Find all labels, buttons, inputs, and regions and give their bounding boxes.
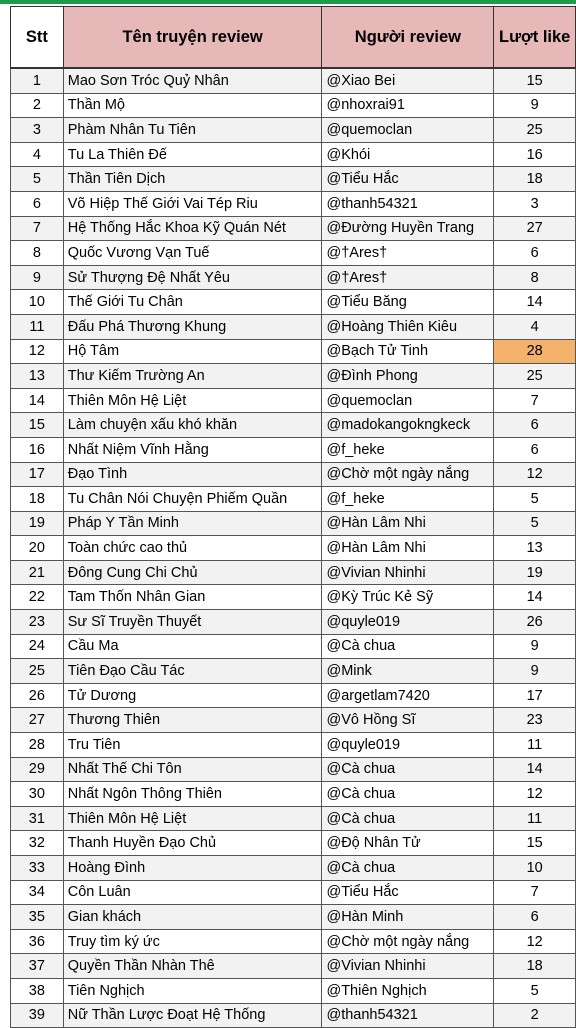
cell-likes: 10 — [494, 856, 576, 881]
cell-stt: 5 — [11, 167, 64, 192]
cell-likes: 5 — [494, 511, 576, 536]
cell-title: Phàm Nhân Tu Tiên — [63, 118, 322, 143]
table-row — [11, 536, 576, 561]
cell-stt: 24 — [11, 634, 64, 659]
cell-title: Quốc Vương Vạn Tuế — [63, 241, 322, 266]
cell-reviewer: @Tiểu Băng — [322, 290, 494, 315]
cell-title: Gian khách — [63, 905, 322, 930]
cell-likes: 6 — [494, 241, 576, 266]
table-row — [11, 487, 576, 512]
cell-stt: 36 — [11, 929, 64, 954]
table-row — [11, 339, 576, 364]
cell-likes: 6 — [494, 413, 576, 438]
cell-title: Tiên Đạo Cầu Tác — [63, 659, 322, 684]
cell-title: Tử Dương — [63, 683, 322, 708]
cell-stt: 12 — [11, 339, 64, 364]
cell-title: Nhất Niệm Vĩnh Hằng — [63, 437, 322, 462]
cell-reviewer: @Kỳ Trúc Kẻ Sỹ — [322, 585, 494, 610]
cell-title: Quyền Thần Nhàn Thê — [63, 954, 322, 979]
cell-title: Tam Thốn Nhân Gian — [63, 585, 322, 610]
cell-title: Côn Luân — [63, 880, 322, 905]
cell-title: Tu Chân Nói Chuyện Phiếm Quần — [63, 487, 322, 512]
table-row — [11, 142, 576, 167]
cell-reviewer: @Mink — [322, 659, 494, 684]
cell-stt: 33 — [11, 856, 64, 881]
cell-likes: 15 — [494, 831, 576, 856]
table-row — [11, 733, 576, 758]
cell-likes: 14 — [494, 290, 576, 315]
cell-likes: 2 — [494, 1003, 576, 1028]
cell-stt: 19 — [11, 511, 64, 536]
cell-reviewer: @quemoclan — [322, 118, 494, 143]
cell-likes: 3 — [494, 191, 576, 216]
cell-stt: 11 — [11, 314, 64, 339]
cell-stt: 26 — [11, 683, 64, 708]
cell-stt: 14 — [11, 388, 64, 413]
cell-likes: 9 — [494, 93, 576, 118]
cell-likes: 18 — [494, 167, 576, 192]
cell-stt: 38 — [11, 978, 64, 1003]
cell-reviewer: @Tiểu Hắc — [322, 167, 494, 192]
cell-likes: 16 — [494, 142, 576, 167]
cell-stt: 1 — [11, 68, 64, 93]
cell-reviewer: @madokangokngkeck — [322, 413, 494, 438]
cell-reviewer: @quemoclan — [322, 388, 494, 413]
table-row — [11, 68, 576, 93]
table-row — [11, 560, 576, 585]
cell-stt: 35 — [11, 905, 64, 930]
cell-reviewer: @Bạch Tử Tinh — [322, 339, 494, 364]
header-reviewer: Người review — [322, 7, 494, 69]
cell-reviewer: @argetlam7420 — [322, 683, 494, 708]
cell-title: Thiên Môn Hệ Liệt — [63, 806, 322, 831]
table-row — [11, 364, 576, 389]
cell-stt: 8 — [11, 241, 64, 266]
cell-likes: 9 — [494, 634, 576, 659]
cell-likes: 18 — [494, 954, 576, 979]
cell-reviewer: @thanh54321 — [322, 1003, 494, 1028]
cell-title: Sư Sĩ Truyền Thuyết — [63, 610, 322, 635]
cell-stt: 23 — [11, 610, 64, 635]
cell-stt: 3 — [11, 118, 64, 143]
cell-likes: 6 — [494, 905, 576, 930]
cell-reviewer: @Cà chua — [322, 757, 494, 782]
cell-title: Thư Kiếm Trường An — [63, 364, 322, 389]
cell-likes: 5 — [494, 487, 576, 512]
cell-stt: 25 — [11, 659, 64, 684]
header-row — [11, 7, 576, 69]
cell-title: Hệ Thống Hắc Khoa Kỹ Quán Nét — [63, 216, 322, 241]
table-row — [11, 856, 576, 881]
table-row — [11, 880, 576, 905]
cell-reviewer: @Vivian Nhinhi — [322, 954, 494, 979]
cell-stt: 32 — [11, 831, 64, 856]
cell-reviewer: @Hàn Minh — [322, 905, 494, 930]
cell-title: Nhất Thế Chi Tôn — [63, 757, 322, 782]
cell-stt: 13 — [11, 364, 64, 389]
cell-likes: 9 — [494, 659, 576, 684]
cell-reviewer: @Đình Phong — [322, 364, 494, 389]
cell-likes: 5 — [494, 978, 576, 1003]
cell-stt: 9 — [11, 265, 64, 290]
cell-title: Nữ Thần Lược Đoạt Hệ Thống — [63, 1003, 322, 1028]
table-row — [11, 757, 576, 782]
cell-reviewer: @Đường Huyền Trang — [322, 216, 494, 241]
cell-likes: 12 — [494, 929, 576, 954]
cell-title: Thiên Môn Hệ Liệt — [63, 388, 322, 413]
cell-stt: 31 — [11, 806, 64, 831]
cell-stt: 15 — [11, 413, 64, 438]
cell-likes: 12 — [494, 782, 576, 807]
cell-title: Thương Thiên — [63, 708, 322, 733]
cell-stt: 18 — [11, 487, 64, 512]
cell-reviewer: @Vivian Nhinhi — [322, 560, 494, 585]
cell-reviewer: @Vô Hồng Sĩ — [322, 708, 494, 733]
cell-reviewer: @Xiao Bei — [322, 68, 494, 93]
cell-stt: 20 — [11, 536, 64, 561]
cell-reviewer: @Hoàng Thiên Kiêu — [322, 314, 494, 339]
cell-stt: 30 — [11, 782, 64, 807]
table-row — [11, 954, 576, 979]
cell-reviewer: @f_heke — [322, 487, 494, 512]
review-table — [10, 6, 576, 1028]
cell-reviewer: @quyle019 — [322, 610, 494, 635]
cell-stt: 4 — [11, 142, 64, 167]
cell-likes: 19 — [494, 560, 576, 585]
cell-stt: 37 — [11, 954, 64, 979]
header-stt: Stt — [11, 7, 64, 69]
cell-title: Thần Tiên Dịch — [63, 167, 322, 192]
top-accent-bar — [0, 0, 576, 4]
cell-reviewer: @Cà chua — [322, 856, 494, 881]
cell-reviewer: @Hàn Lâm Nhi — [322, 536, 494, 561]
cell-stt: 2 — [11, 93, 64, 118]
cell-title: Mao Sơn Tróc Quỷ Nhân — [63, 68, 322, 93]
cell-likes: 14 — [494, 585, 576, 610]
table-row — [11, 388, 576, 413]
cell-title: Tiên Nghịch — [63, 978, 322, 1003]
cell-stt: 17 — [11, 462, 64, 487]
cell-reviewer: @Độ Nhân Tử — [322, 831, 494, 856]
cell-likes: 12 — [494, 462, 576, 487]
cell-title: Hoàng Đình — [63, 856, 322, 881]
table-row — [11, 831, 576, 856]
table-row — [11, 585, 576, 610]
cell-likes: 27 — [494, 216, 576, 241]
cell-reviewer: @Chờ một ngày nắng — [322, 929, 494, 954]
cell-title: Đấu Phá Thương Khung — [63, 314, 322, 339]
cell-title: Làm chuyện xấu khó khăn — [63, 413, 322, 438]
cell-reviewer: @Chờ một ngày nắng — [322, 462, 494, 487]
cell-title: Nhất Ngôn Thông Thiên — [63, 782, 322, 807]
cell-reviewer: @quyle019 — [322, 733, 494, 758]
cell-stt: 7 — [11, 216, 64, 241]
table-row — [11, 462, 576, 487]
cell-reviewer: @Cà chua — [322, 782, 494, 807]
cell-reviewer: @Hàn Lâm Nhi — [322, 511, 494, 536]
cell-likes: 7 — [494, 388, 576, 413]
cell-stt: 21 — [11, 560, 64, 585]
table-row — [11, 929, 576, 954]
cell-reviewer: @Khói — [322, 142, 494, 167]
cell-title: Thanh Huyền Đạo Chủ — [63, 831, 322, 856]
cell-stt: 27 — [11, 708, 64, 733]
cell-reviewer: @Thiên Nghịch — [322, 978, 494, 1003]
table-row — [11, 1003, 576, 1028]
cell-reviewer: @nhoxrai91 — [322, 93, 494, 118]
cell-title: Thế Giới Tu Chân — [63, 290, 322, 315]
table-row — [11, 905, 576, 930]
cell-likes: 11 — [494, 806, 576, 831]
table-row — [11, 659, 576, 684]
table-row — [11, 241, 576, 266]
header-title: Tên truyện review — [63, 7, 322, 69]
table-row — [11, 437, 576, 462]
table-row — [11, 610, 576, 635]
cell-title: Đạo Tình — [63, 462, 322, 487]
table-row — [11, 978, 576, 1003]
cell-likes: 28 — [494, 339, 576, 364]
cell-title: Truy tìm ký ức — [63, 929, 322, 954]
table-row — [11, 782, 576, 807]
cell-stt: 34 — [11, 880, 64, 905]
cell-title: Toàn chức cao thủ — [63, 536, 322, 561]
cell-likes: 26 — [494, 610, 576, 635]
cell-likes: 25 — [494, 118, 576, 143]
cell-reviewer: @†Ares† — [322, 241, 494, 266]
cell-title: Tru Tiên — [63, 733, 322, 758]
cell-title: Pháp Y Tần Minh — [63, 511, 322, 536]
cell-likes: 23 — [494, 708, 576, 733]
cell-reviewer: @Tiểu Hắc — [322, 880, 494, 905]
cell-likes: 7 — [494, 880, 576, 905]
cell-stt: 6 — [11, 191, 64, 216]
cell-likes: 6 — [494, 437, 576, 462]
cell-likes: 25 — [494, 364, 576, 389]
cell-title: Đông Cung Chi Chủ — [63, 560, 322, 585]
cell-title: Cầu Ma — [63, 634, 322, 659]
table-row — [11, 265, 576, 290]
cell-title: Tu La Thiên Đế — [63, 142, 322, 167]
cell-reviewer: @thanh54321 — [322, 191, 494, 216]
cell-likes: 17 — [494, 683, 576, 708]
table-row — [11, 118, 576, 143]
table-row — [11, 93, 576, 118]
cell-stt: 28 — [11, 733, 64, 758]
cell-likes: 14 — [494, 757, 576, 782]
cell-title: Thần Mộ — [63, 93, 322, 118]
cell-likes: 15 — [494, 68, 576, 93]
table-row — [11, 290, 576, 315]
cell-stt: 10 — [11, 290, 64, 315]
cell-likes: 8 — [494, 265, 576, 290]
table-row — [11, 216, 576, 241]
cell-reviewer: @Cà chua — [322, 806, 494, 831]
cell-title: Võ Hiệp Thế Giới Vai Tép Riu — [63, 191, 322, 216]
table-row — [11, 511, 576, 536]
table-row — [11, 314, 576, 339]
cell-likes: 11 — [494, 733, 576, 758]
table-row — [11, 806, 576, 831]
table-row — [11, 634, 576, 659]
cell-stt: 16 — [11, 437, 64, 462]
cell-reviewer: @Cà chua — [322, 634, 494, 659]
table-row — [11, 167, 576, 192]
table-row — [11, 191, 576, 216]
cell-title: Hộ Tâm — [63, 339, 322, 364]
cell-stt: 39 — [11, 1003, 64, 1028]
cell-reviewer: @†Ares† — [322, 265, 494, 290]
cell-stt: 29 — [11, 757, 64, 782]
cell-likes: 4 — [494, 314, 576, 339]
cell-reviewer: @f_heke — [322, 437, 494, 462]
cell-stt: 22 — [11, 585, 64, 610]
table-row — [11, 413, 576, 438]
table-row — [11, 708, 576, 733]
cell-likes: 13 — [494, 536, 576, 561]
cell-title: Sử Thượng Đệ Nhất Yêu — [63, 265, 322, 290]
table-row — [11, 683, 576, 708]
header-likes: Lượt like — [494, 7, 576, 69]
